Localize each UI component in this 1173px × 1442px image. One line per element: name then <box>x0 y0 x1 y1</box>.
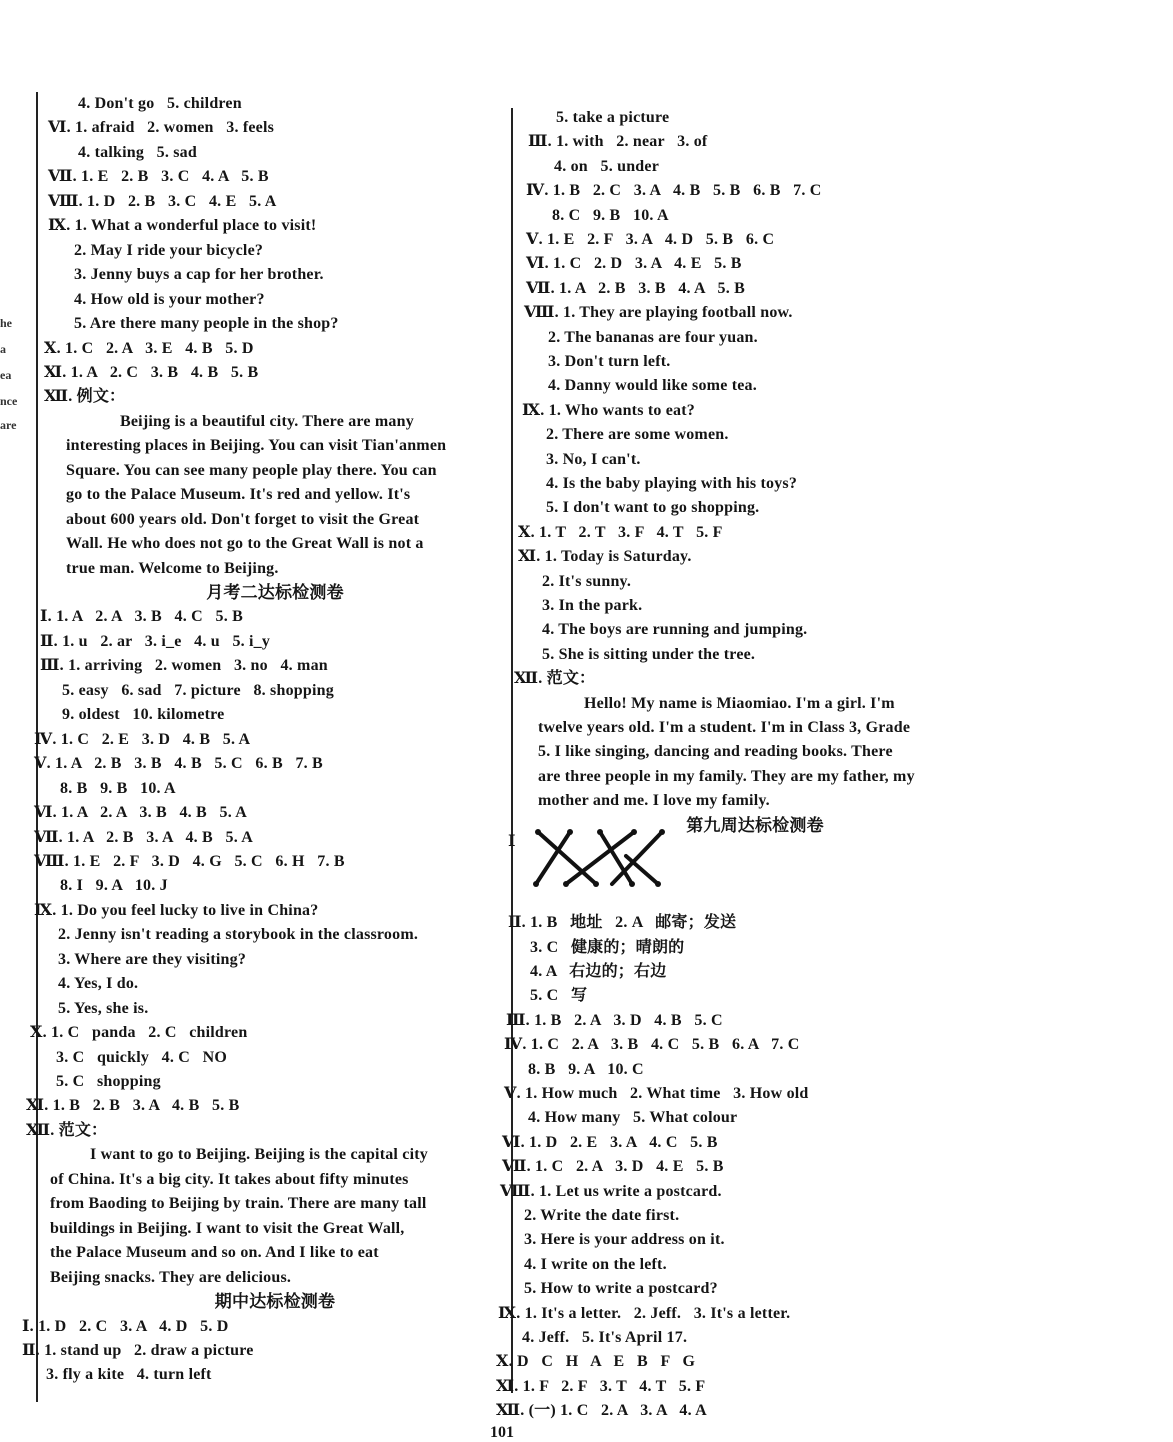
answer-line: Ⅰ. 1. A 2. A 3. B 4. C 5. B <box>40 608 243 626</box>
section-title: 月考二达标检测卷 <box>206 583 344 602</box>
answer-line: Ⅺ. 1. B 2. B 3. A 4. B 5. B <box>26 1097 240 1115</box>
answer-line: 4. Don't go 5. children <box>78 95 242 112</box>
margin-fragment: are <box>0 418 17 432</box>
answer-line: 4. Danny would like some tea. <box>548 377 757 395</box>
answer-line: 2. Jenny isn't reading a storybook in the classroom. <box>58 926 419 944</box>
answer-line: Ⅷ. 1. E 2. F 3. D 4. G 5. C 6. H 7. B <box>34 852 345 870</box>
match-line-4 <box>566 832 634 884</box>
answer-line: 4. Jeff. 5. It's April 17. <box>522 1329 688 1346</box>
answer-line: 3. Where are they visiting? <box>58 950 247 968</box>
answer-line: Ⅹ. 1. C 2. A 3. E 4. B 5. D <box>44 339 254 357</box>
answer-line: 4. I write on the left. <box>524 1255 667 1273</box>
section-title: 期中达标检测卷 <box>214 1292 336 1312</box>
answer-line: 8. I 9. A 10. J <box>60 877 168 895</box>
answer-line: are three people in my family. They are my father, my <box>538 767 915 785</box>
answer-line: 3. C quickly 4. C NO <box>56 1048 227 1066</box>
answer-line: 5. I don't want to go shopping. <box>546 499 760 517</box>
answer-line: Ⅲ. 1. B 2. A 3. D 4. B 5. C <box>506 1011 723 1029</box>
answer-line: buildings in Beijing. I want to visit the Great Wall, <box>50 1219 405 1237</box>
answer-line: from Baoding to Beijing by train. There are many tall <box>50 1195 427 1213</box>
answer-line: about 600 years old. Don't forget to visit the Great <box>66 510 420 528</box>
answer-line: Ⅳ. 1. C 2. A 3. B 4. C 5. B 6. A 7. C <box>504 1036 800 1054</box>
answer-line: Ⅶ. 1. A 2. B 3. B 4. A 5. B <box>526 279 745 297</box>
answer-line: 3. No, I can't. <box>546 450 641 468</box>
answer-line: true man. Welcome to Beijing. <box>66 559 279 577</box>
answer-line: Ⅹ. 1. T 2. T 3. F 4. T 5. F <box>518 523 723 541</box>
answer-line: Ⅵ. 1. A 2. A 3. B 4. B 5. A <box>34 804 247 822</box>
answer-line: Ⅳ. 1. B 2. C 3. A 4. B 5. B 6. B 7. C <box>526 182 822 200</box>
answer-line: Ⅹ. D C H A E B F G <box>496 1353 696 1371</box>
answer-line: 4. How many 5. What colour <box>528 1109 738 1127</box>
answer-line: 2. Write the date first. <box>524 1207 680 1224</box>
margin-fragment: a <box>0 342 6 356</box>
answer-line: Ⅸ. 1. Do you feel lucky to live in China? <box>34 901 319 919</box>
answer-line: 8. B 9. B 10. A <box>60 779 176 797</box>
answer-line: Ⅵ. 1. C 2. D 3. A 4. E 5. B <box>526 255 742 273</box>
answer-line: the Palace Museum and so on. And I like to eat <box>50 1244 379 1262</box>
answer-line: Ⅺ. 1. Today is Saturday. <box>518 548 692 566</box>
answer-line: Ⅳ. 1. C 2. E 3. D 4. B 5. A <box>34 730 251 748</box>
answer-line: 3. Jenny buys a cap for her brother. <box>74 266 324 284</box>
answer-line: Beijing is a beautiful city. There are many <box>120 412 414 430</box>
answer-line: 4. How old is your mother? <box>74 290 265 308</box>
answer-line: 4. Yes, I do. <box>58 975 139 993</box>
answer-line: I want to go to Beijing. Beijing is the capital city <box>90 1146 428 1164</box>
answer-line: Ⅸ. 1. Who wants to eat? <box>522 401 695 419</box>
margin-fragment: nce <box>0 394 18 408</box>
answer-line: Ⅸ. 1. What a wonderful place to visit! <box>48 217 317 235</box>
answer-line: Ⅶ. 1. C 2. A 3. D 4. E 5. B <box>502 1158 724 1176</box>
answer-line: Ⅹ. 1. C panda 2. C children <box>30 1024 248 1042</box>
answer-line: Ⅴ. 1. E 2. F 3. A 4. D 5. B 6. C <box>526 231 775 248</box>
answer-line: 2. It's sunny. <box>542 572 632 590</box>
answer-line: Wall. He who does not go to the Great Wall is not a <box>66 535 424 553</box>
answer-line: Ⅱ. 1. u 2. ar 3. i_e 4. u 5. i_y <box>40 632 271 650</box>
answer-line: Ⅲ. 1. with 2. near 3. of <box>528 133 708 151</box>
answer-line: 3. Here is your address on it. <box>524 1231 725 1249</box>
answer-line: 5. I like singing, dancing and reading books. There <box>538 743 893 761</box>
answer-line: Ⅷ. 1. D 2. B 3. C 4. E 5. A <box>48 192 277 210</box>
match-label: Ⅰ <box>508 833 516 850</box>
answer-line: Ⅶ. 1. E 2. B 3. C 4. A 5. B <box>48 168 269 186</box>
answer-line: Ⅸ. 1. It's a letter. 2. Jeff. 3. It's a letter. <box>498 1304 791 1322</box>
answer-line: 4. Is the baby playing with his toys? <box>546 475 798 492</box>
matching-lines <box>508 826 688 890</box>
answer-line: Ⅷ. 1. They are playing football now. <box>524 304 793 322</box>
answer-line: Ⅺ. 1. A 2. C 3. B 4. B 5. B <box>44 363 259 381</box>
answer-line: 2. The bananas are four yuan. <box>548 328 758 346</box>
answer-line: 4. A 右边的；右边 <box>530 963 667 980</box>
answer-line: Ⅻ. 例文： <box>44 388 126 406</box>
answer-line: 3. fly a kite 4. turn left <box>46 1366 212 1384</box>
answer-line: 8. B 9. A 10. C <box>528 1060 644 1078</box>
answer-line: twelve years old. I'm a student. I'm in Class 3, Grade <box>538 719 911 736</box>
answer-line: 5. easy 6. sad 7. picture 8. shopping <box>62 681 334 699</box>
answer-line: Ⅵ. 1. D 2. E 3. A 4. C 5. B <box>502 1133 718 1151</box>
answer-line: Ⅻ. 范文： <box>514 670 596 688</box>
answer-line: Ⅱ. 1. stand up 2. draw a picture <box>22 1341 254 1359</box>
answer-line: 4. The boys are running and jumping. <box>542 621 808 639</box>
answer-line: 2. There are some women. <box>546 426 729 444</box>
answer-line: 4. on 5. under <box>554 157 659 175</box>
answer-line: Ⅱ. 1. B 地址 2. A 邮寄；发送 <box>508 914 737 932</box>
answer-line: Ⅰ. 1. D 2. C 3. A 4. D 5. D <box>22 1317 229 1335</box>
answer-line: 5. take a picture <box>556 109 670 126</box>
answer-line: 5. C shopping <box>56 1073 161 1090</box>
answer-line: Ⅺ. 1. F 2. F 3. T 4. T 5. F <box>496 1377 706 1395</box>
match-line-5 <box>612 832 662 884</box>
margin-fragment: ea <box>0 368 12 382</box>
answer-line: 5. C 写 <box>530 987 588 1005</box>
answer-line: Ⅴ. 1. How much 2. What time 3. How old <box>504 1085 809 1102</box>
answer-line: of China. It's a big city. It takes about fifty minutes <box>50 1170 409 1188</box>
answer-line: 3. C 健康的；晴朗的 <box>530 938 685 956</box>
answer-line: Beijing snacks. They are delicious. <box>50 1268 292 1286</box>
answer-line: 2. May I ride your bicycle? <box>74 241 264 259</box>
answer-line: Square. You can see many people play there. You can <box>66 461 437 479</box>
answer-line: Ⅻ. (一) 1. C 2. A 3. A 4. A <box>496 1402 707 1420</box>
section-title: 第九周达标检测卷 <box>686 815 824 835</box>
answer-line: Hello! My name is Miaomiao. I'm a girl. I'm <box>584 694 895 712</box>
answer-line: Ⅻ. 范文： <box>26 1121 108 1139</box>
answer-line: 5. She is sitting under the tree. <box>542 645 756 663</box>
answer-line: 9. oldest 10. kilometre <box>62 706 225 724</box>
answer-line: mother and me. I love my family. <box>538 792 770 810</box>
answer-line: Ⅴ. 1. A 2. B 3. B 4. B 5. C 6. B 7. B <box>34 755 323 773</box>
answer-line: Ⅶ. 1. A 2. B 3. A 4. B 5. A <box>34 828 253 846</box>
answer-line: 8. C 9. B 10. A <box>552 206 669 224</box>
answer-line: Ⅵ. 1. afraid 2. women 3. feels <box>48 119 275 137</box>
answer-line: 4. talking 5. sad <box>78 143 197 161</box>
page-number: 101 <box>490 1424 514 1441</box>
answer-line: 3. Don't turn left. <box>548 353 671 370</box>
answer-line: 5. Are there many people in the shop? <box>74 315 339 333</box>
answer-line: interesting places in Beijing. You can visit Tian'anmen <box>66 437 447 455</box>
answer-line: 5. Yes, she is. <box>58 999 149 1017</box>
answer-line: 3. In the park. <box>542 597 643 614</box>
answer-line: Ⅷ. 1. Let us write a postcard. <box>500 1182 722 1200</box>
answer-line: 5. How to write a postcard? <box>524 1280 718 1298</box>
margin-fragment: he <box>0 316 12 330</box>
answer-line: go to the Palace Museum. It's red and yellow. It's <box>66 486 411 504</box>
answer-line: Ⅲ. 1. arriving 2. women 3. no 4. man <box>40 657 328 675</box>
